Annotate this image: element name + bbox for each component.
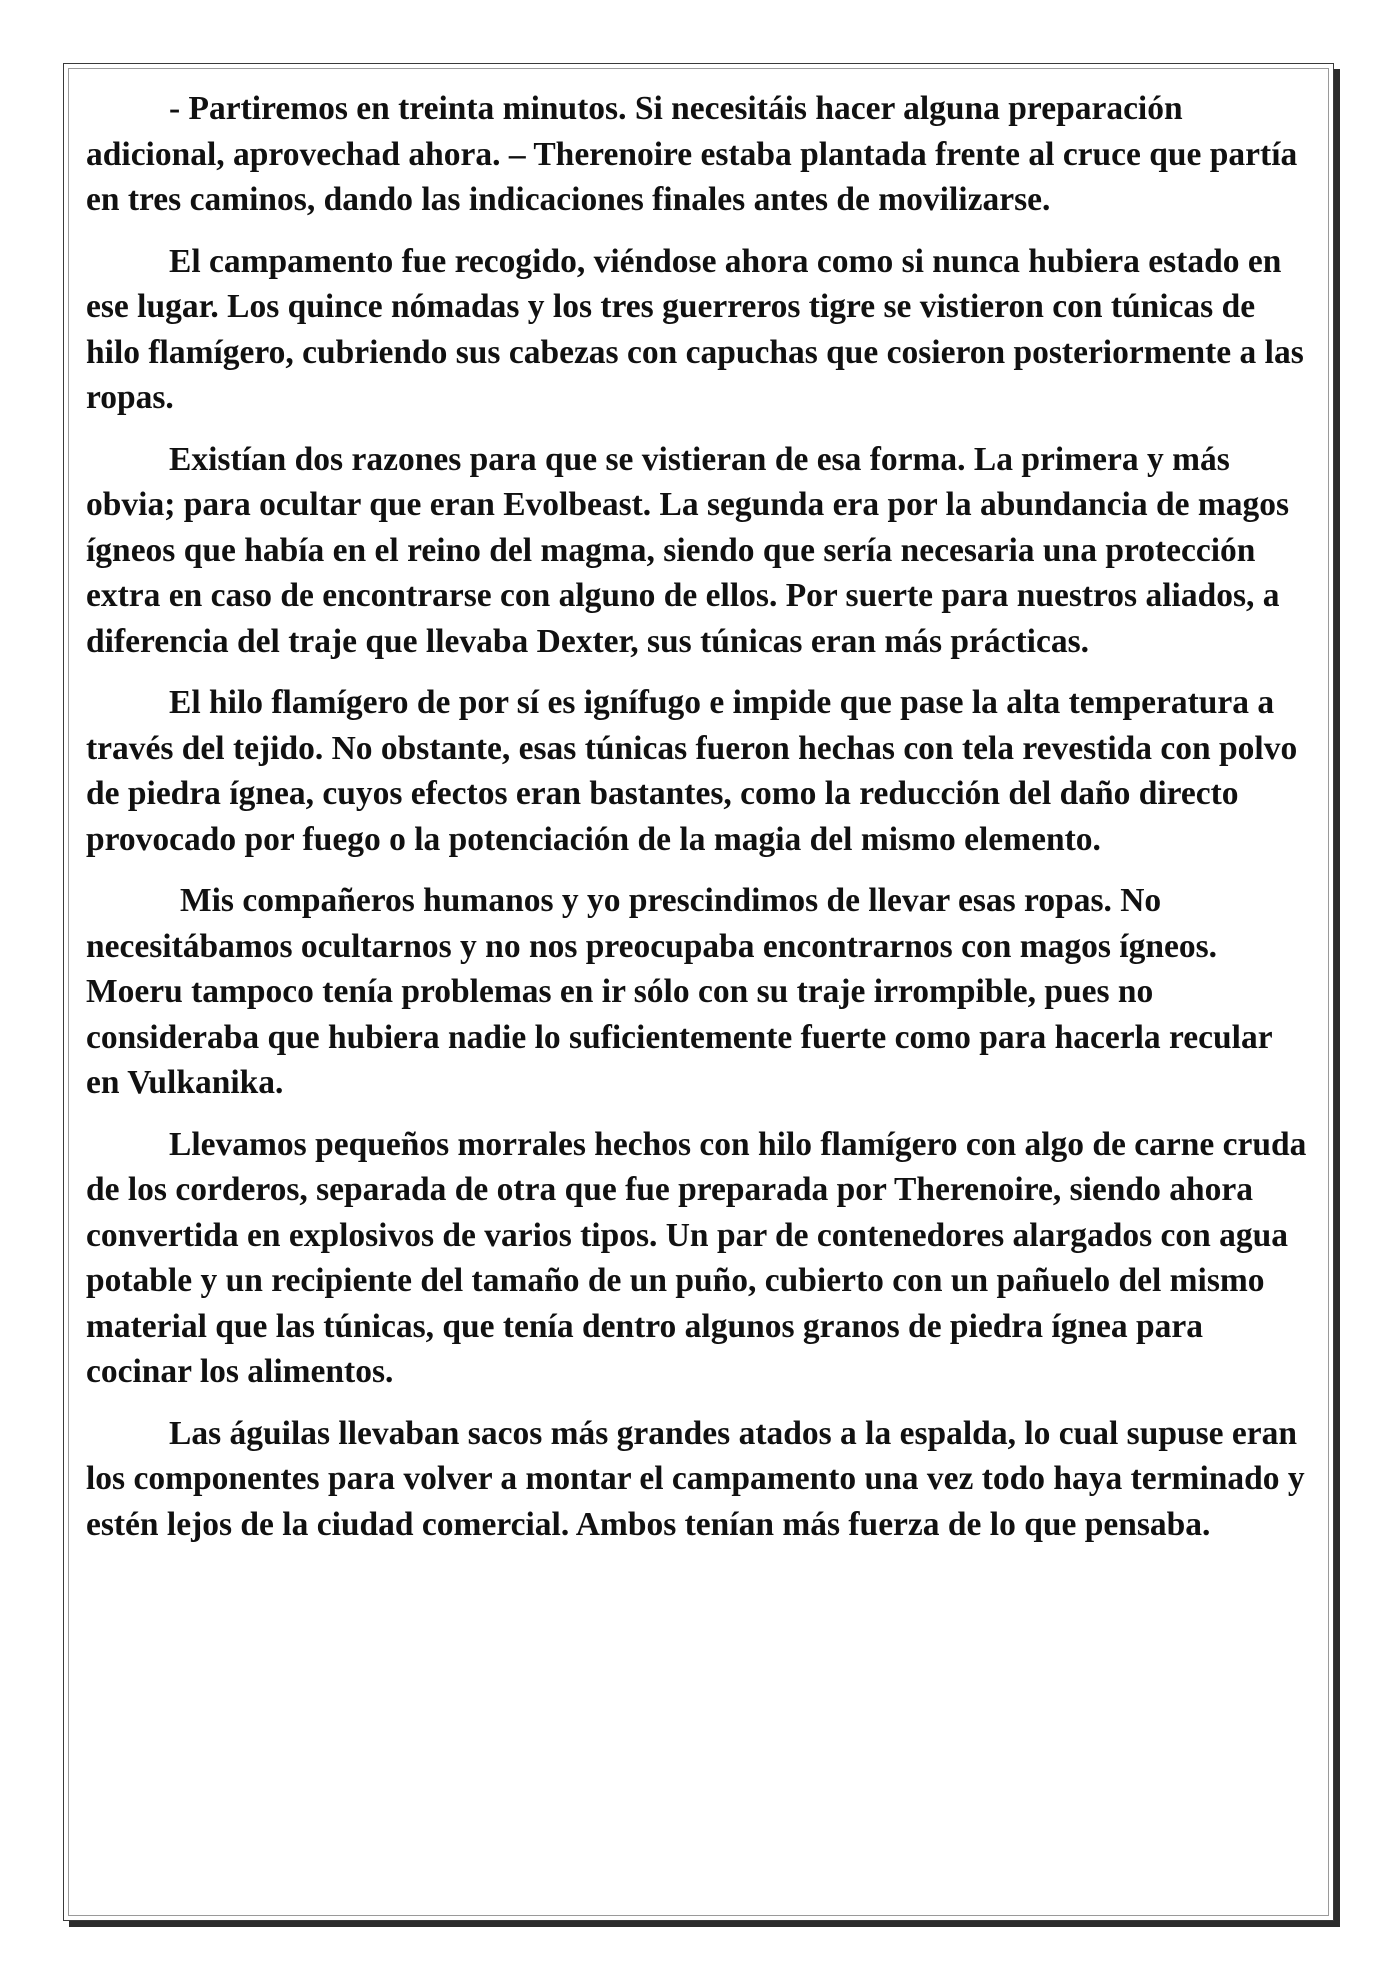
paragraph-1: - Partiremos en treinta minutos. Si necesitáis hacer alguna preparación adicional, aprovechad ahora. – Therenoire estaba plantada frente al cruce que partía en tres caminos, dando las indicaciones finales antes de movilizarse. bbox=[86, 90, 1298, 218]
paragraph-6: Llevamos pequeños morrales hechos con hilo flamígero con algo de carne cruda de los corderos, separada de otra que fue preparada por Therenoire, siendo ahora convertida en explosivos de varios tipos. Un par de contenedores alargados con agua potable y un recipiente del tamaño de un puño, cubierto con un pañuelo del mismo material que las túnicas, que tenía dentro algunos granos de piedra ígnea para cocinar los alimentos. bbox=[86, 1125, 1307, 1390]
paragraph-4: El hilo flamígero de por sí es ignífugo e impide que pase la alta temperatura a través del tejido. No obstante, esas túnicas fueron hechas con tela revestida con polvo de piedra ígnea, cuyos efectos eran bastantes, como la reducción del daño directo provocado por fuego o la potenciación de la magia del mismo elemento. bbox=[86, 684, 1298, 858]
paragraph-7: Las águilas llevaban sacos más grandes atados a la espalda, lo cual supuse eran los componentes para volver a montar el campamento una vez todo haya terminado y estén lejos de la ciudad comercial. Ambos tenían más fuerza de lo que pensaba. bbox=[86, 1414, 1305, 1543]
page-frame bbox=[63, 63, 1334, 1921]
paragraph-2: El campamento fue recogido, viéndose ahora como si nunca hubiera estado en ese lugar. Los quince nómadas y los tres guerreros tigre se vistieron con túnicas de hilo flamígero, cubriendo sus cabezas con capuchas que cosieron posteriormente a las ropas. bbox=[86, 242, 1304, 416]
paragraph-5: Mis compañeros humanos y yo prescindimos de llevar esas ropas. No necesitábamos ocultarnos y no nos preocupaba encontrarnos con magos ígneos. Moeru tampoco tenía problemas en ir sólo con su traje irrompible, pues no consideraba que hubiera nadie lo suficientemente fuerte como para hacerla recular en Vulkanika. bbox=[86, 882, 1272, 1101]
paragraph-3: Existían dos razones para que se vistieran de esa forma. La primera y más obvia; para ocultar que eran Evolbeast. La segunda era por la abundancia de magos ígneos que había en el reino del magma, siendo que sería necesaria una protección extra en caso de encontrarse con alguno de ellos. Por suerte para nuestros aliados, a diferencia del traje que llevaba Dexter, sus túnicas eran más prácticas. bbox=[86, 440, 1290, 660]
page-body bbox=[86, 86, 1311, 1563]
